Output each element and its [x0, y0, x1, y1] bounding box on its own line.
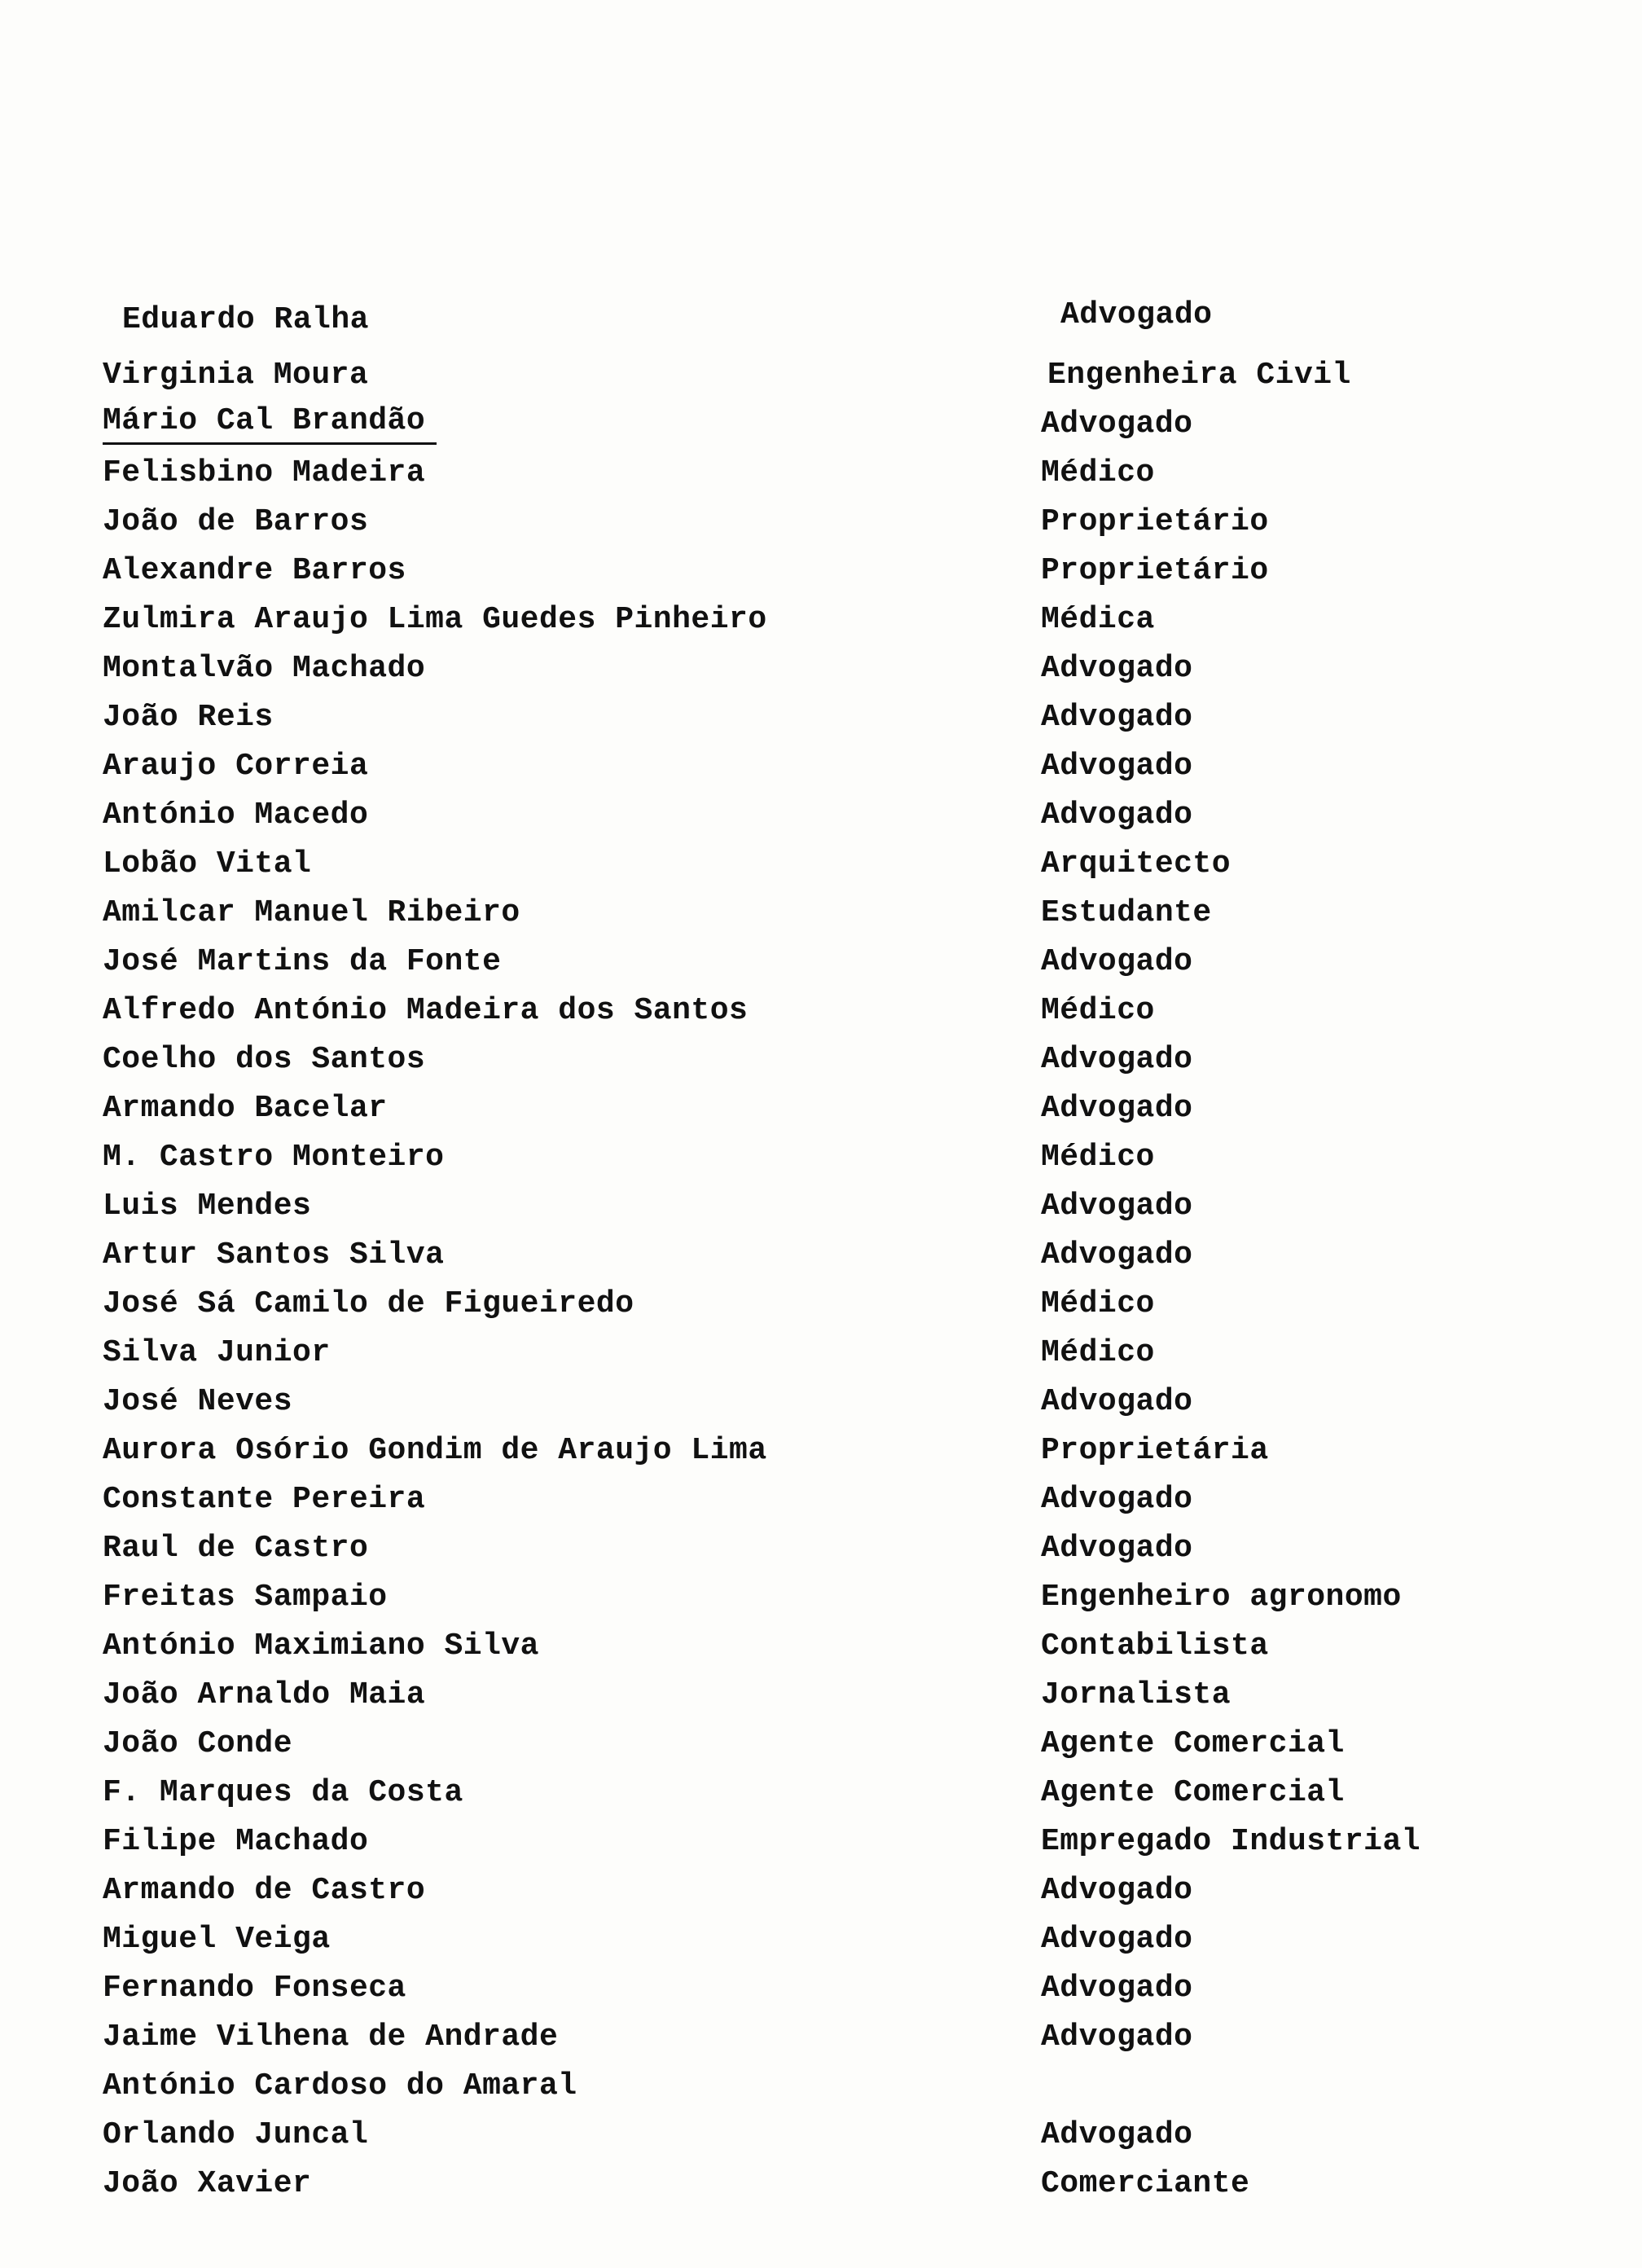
person-occupation: Engenheiro agronomo	[1041, 1580, 1402, 1615]
person-name: Artur Santos Silva	[103, 1237, 445, 1272]
person-name: Orlando Juncal	[103, 2117, 369, 2152]
list-item	[103, 1182, 1552, 1231]
list-item	[103, 1720, 1552, 1769]
list-item	[103, 1231, 1552, 1280]
list-item	[103, 1964, 1552, 2013]
person-name: João Xavier	[103, 2166, 312, 2201]
person-name: Aurora Osório Gondim de Araujo Lima	[103, 1433, 767, 1468]
person-occupation: Advogado	[1060, 297, 1213, 332]
person-name: Miguel Veiga	[103, 1922, 331, 1957]
list-item	[103, 1817, 1552, 1866]
list-item	[103, 1866, 1552, 1915]
person-name: Filipe Machado	[103, 1824, 369, 1859]
person-name: Lobão Vital	[103, 846, 312, 881]
person-occupation: Médica	[1041, 602, 1155, 637]
list-item	[103, 1622, 1552, 1671]
list-item	[103, 400, 1552, 449]
list-item	[103, 1084, 1552, 1133]
person-name: Felisbino Madeira	[103, 455, 426, 490]
list-item	[103, 1524, 1552, 1573]
person-name: Luis Mendes	[103, 1189, 312, 1224]
person-name: Araujo Correia	[103, 749, 369, 784]
person-occupation: Estudante	[1041, 895, 1212, 930]
list-item	[103, 742, 1552, 791]
list-item	[103, 938, 1552, 987]
list-item	[103, 693, 1552, 742]
person-name: Constante Pereira	[103, 1482, 426, 1517]
list-item	[103, 596, 1552, 644]
person-occupation: Médico	[1041, 993, 1155, 1028]
person-occupation: Advogado	[1041, 749, 1193, 784]
person-name: João Conde	[103, 1726, 293, 1761]
list-item	[103, 1915, 1552, 1964]
person-name: Virginia Moura	[103, 358, 369, 393]
list-item	[103, 889, 1552, 938]
list-item	[103, 449, 1552, 498]
person-name: João de Barros	[103, 504, 369, 539]
list-item	[103, 2160, 1552, 2209]
list-item	[103, 1769, 1552, 1817]
person-occupation: Agente Comercial	[1041, 1726, 1345, 1761]
person-name: João Reis	[103, 700, 274, 735]
person-name: Amilcar Manuel Ribeiro	[103, 895, 520, 930]
name-occupation-list	[103, 297, 1552, 2209]
person-occupation: Empregado Industrial	[1041, 1824, 1421, 1859]
list-item	[103, 2062, 1552, 2111]
person-occupation: Advogado	[1041, 1042, 1193, 1077]
list-item	[103, 644, 1552, 693]
person-name: Jaime Vilhena de Andrade	[103, 2020, 559, 2055]
person-occupation: Proprietário	[1041, 553, 1269, 588]
person-occupation: Médico	[1041, 1286, 1155, 1321]
person-name: José Neves	[103, 1384, 293, 1419]
person-name: Coelho dos Santos	[103, 1042, 426, 1077]
person-name: Armando de Castro	[103, 1873, 426, 1908]
person-name: Armando Bacelar	[103, 1091, 388, 1126]
person-occupation: Proprietária	[1041, 1433, 1269, 1468]
person-name: Fernando Fonseca	[103, 1971, 406, 2006]
list-item	[103, 498, 1552, 547]
person-name: José Martins da Fonte	[103, 944, 502, 979]
person-name: Silva Junior	[103, 1335, 331, 1370]
person-occupation: Advogado	[1041, 1091, 1193, 1126]
person-occupation: Contabilista	[1041, 1628, 1269, 1664]
person-occupation: Comerciante	[1041, 2166, 1250, 2201]
person-occupation: Advogado	[1041, 651, 1193, 686]
person-occupation: Agente Comercial	[1041, 1775, 1345, 1810]
list-item	[103, 1475, 1552, 1524]
person-occupation: Advogado	[1041, 1873, 1193, 1908]
person-name: F. Marques da Costa	[103, 1775, 463, 1810]
person-occupation: Advogado	[1041, 1384, 1193, 1419]
list-item	[103, 1133, 1552, 1182]
person-name: Eduardo Ralha	[122, 302, 369, 337]
person-occupation: Advogado	[1041, 700, 1193, 735]
person-name: António Macedo	[103, 798, 369, 833]
person-name: Raul de Castro	[103, 1531, 369, 1566]
list-item	[103, 351, 1552, 400]
list-item	[103, 1280, 1552, 1329]
person-name: António Maximiano Silva	[103, 1628, 539, 1664]
person-name: M. Castro Monteiro	[103, 1140, 445, 1175]
person-name: Freitas Sampaio	[103, 1580, 388, 1615]
list-item	[103, 2013, 1552, 2062]
person-occupation: Médico	[1041, 455, 1155, 490]
person-occupation: Advogado	[1041, 1971, 1193, 2006]
list-item	[103, 987, 1552, 1035]
person-name: Alexandre Barros	[103, 553, 406, 588]
list-item	[103, 1378, 1552, 1426]
list-item	[103, 1671, 1552, 1720]
person-occupation: Médico	[1041, 1335, 1155, 1370]
list-item	[103, 297, 1552, 351]
list-item	[103, 1426, 1552, 1475]
person-occupation: Advogado	[1041, 1189, 1193, 1224]
person-name: José Sá Camilo de Figueiredo	[103, 1286, 634, 1321]
person-occupation: Médico	[1041, 1140, 1155, 1175]
person-name: Zulmira Araujo Lima Guedes Pinheiro	[103, 602, 767, 637]
person-occupation: Engenheira Civil	[1047, 358, 1351, 393]
person-occupation: Proprietário	[1041, 504, 1269, 539]
person-occupation: Advogado	[1041, 1531, 1193, 1566]
list-item	[103, 547, 1552, 596]
person-occupation: Jornalista	[1041, 1677, 1232, 1712]
list-item	[103, 791, 1552, 840]
person-occupation: Advogado	[1041, 2020, 1193, 2055]
person-occupation: Advogado	[1041, 407, 1193, 442]
person-occupation: Advogado	[1041, 1482, 1193, 1517]
list-item	[103, 1329, 1552, 1378]
person-occupation: Advogado	[1041, 944, 1193, 979]
person-occupation: Advogado	[1041, 1237, 1193, 1272]
person-occupation: Advogado	[1041, 798, 1193, 833]
person-name: António Cardoso do Amaral	[103, 2068, 577, 2103]
person-name: Montalvão Machado	[103, 651, 426, 686]
person-name: João Arnaldo Maia	[103, 1677, 426, 1712]
person-occupation: Arquitecto	[1041, 846, 1232, 881]
list-item	[103, 2111, 1552, 2160]
person-name: Mário Cal Brandão	[103, 400, 437, 445]
person-name: Alfredo António Madeira dos Santos	[103, 993, 749, 1028]
list-item	[103, 1573, 1552, 1622]
person-occupation: Advogado	[1041, 1922, 1193, 1957]
person-occupation: Advogado	[1041, 2117, 1193, 2152]
list-item	[103, 840, 1552, 889]
list-item	[103, 1035, 1552, 1084]
